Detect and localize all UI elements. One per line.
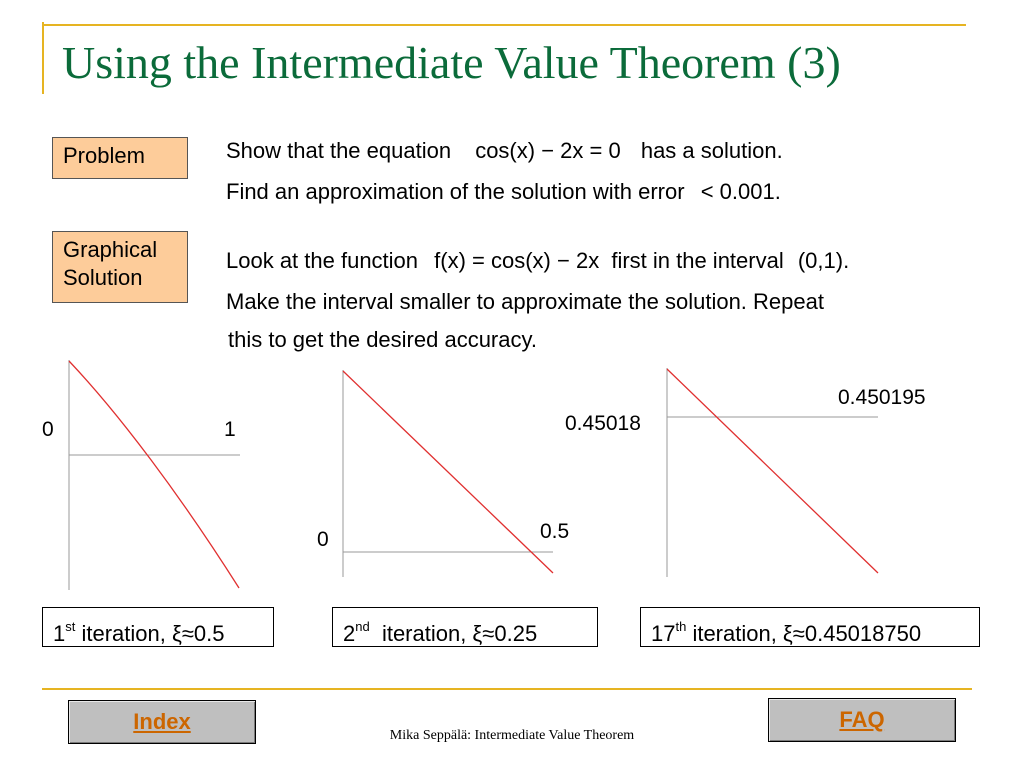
index-link[interactable]: Index (133, 709, 191, 734)
problem-line-1-post: has a solution. (640, 138, 783, 163)
faq-link[interactable]: FAQ (839, 707, 885, 732)
graph-2-curve (343, 371, 553, 573)
caption-iteration-3 (640, 607, 980, 647)
solution-line-1-mid: first in the interval (611, 248, 784, 273)
graph-3-right-label: 0.450195 (838, 386, 926, 409)
bottom-rule (42, 688, 972, 690)
caption-1-sup: st (65, 619, 76, 634)
caption-3-text: iteration, ξ≈0.45018750 (686, 621, 922, 646)
graph-3-left-label: 0.45018 (565, 412, 641, 435)
problem-equation: cos(x) − 2x = 0 (475, 138, 621, 163)
problem-line-1 (226, 138, 783, 164)
problem-line-2-pre: Find an approximation of the solution with error (226, 179, 685, 204)
graph-1-curve (69, 361, 239, 588)
graphical-label-line-1: Graphical (63, 237, 158, 262)
caption-2-num: 2 (343, 621, 356, 646)
solution-line-3: this to get the desired accuracy. (228, 327, 537, 352)
caption-1-num: 1 (53, 621, 66, 646)
interval: (0,1). (797, 248, 850, 273)
problem-error-bound: < 0.001. (700, 179, 781, 204)
problem-line-1-pre: Show that the equation (226, 138, 452, 163)
caption-1-text: iteration, ξ≈0.5 (75, 621, 225, 646)
graph-iteration-1 (60, 355, 250, 595)
function-definition: f(x) = cos(x) − 2x (434, 248, 600, 273)
caption-iteration-1 (42, 607, 274, 647)
left-rule (42, 22, 44, 94)
solution-line-2: Make the interval smaller to approximate the solution. Repeat (226, 289, 824, 314)
graph-2-right-label: 0.5 (540, 520, 570, 543)
caption-2-text: iteration, ξ≈0.25 (369, 621, 538, 646)
problem-label: Problem (52, 137, 188, 179)
solution-line-1 (226, 248, 849, 274)
top-rule (42, 24, 966, 26)
graphical-solution-label (52, 231, 188, 303)
problem-line-2 (226, 179, 781, 205)
caption-3-num: 17 (651, 621, 676, 646)
caption-iteration-2 (332, 607, 598, 647)
graphical-label-line-2: Solution (63, 265, 143, 290)
solution-line-1-pre: Look at the function (226, 248, 419, 273)
graph-1-right-label: 1 (224, 418, 236, 441)
caption-3-sup: th (675, 619, 687, 634)
graph-1-left-label: 0 (42, 418, 54, 441)
slide-title: Using the Intermediate Value Theorem (3) (62, 37, 841, 88)
caption-2-sup: nd (355, 619, 370, 634)
footer-text: Mika Seppälä: Intermediate Value Theorem (389, 728, 635, 743)
graph-2-left-label: 0 (317, 528, 329, 551)
graph-iteration-2 (335, 365, 565, 580)
